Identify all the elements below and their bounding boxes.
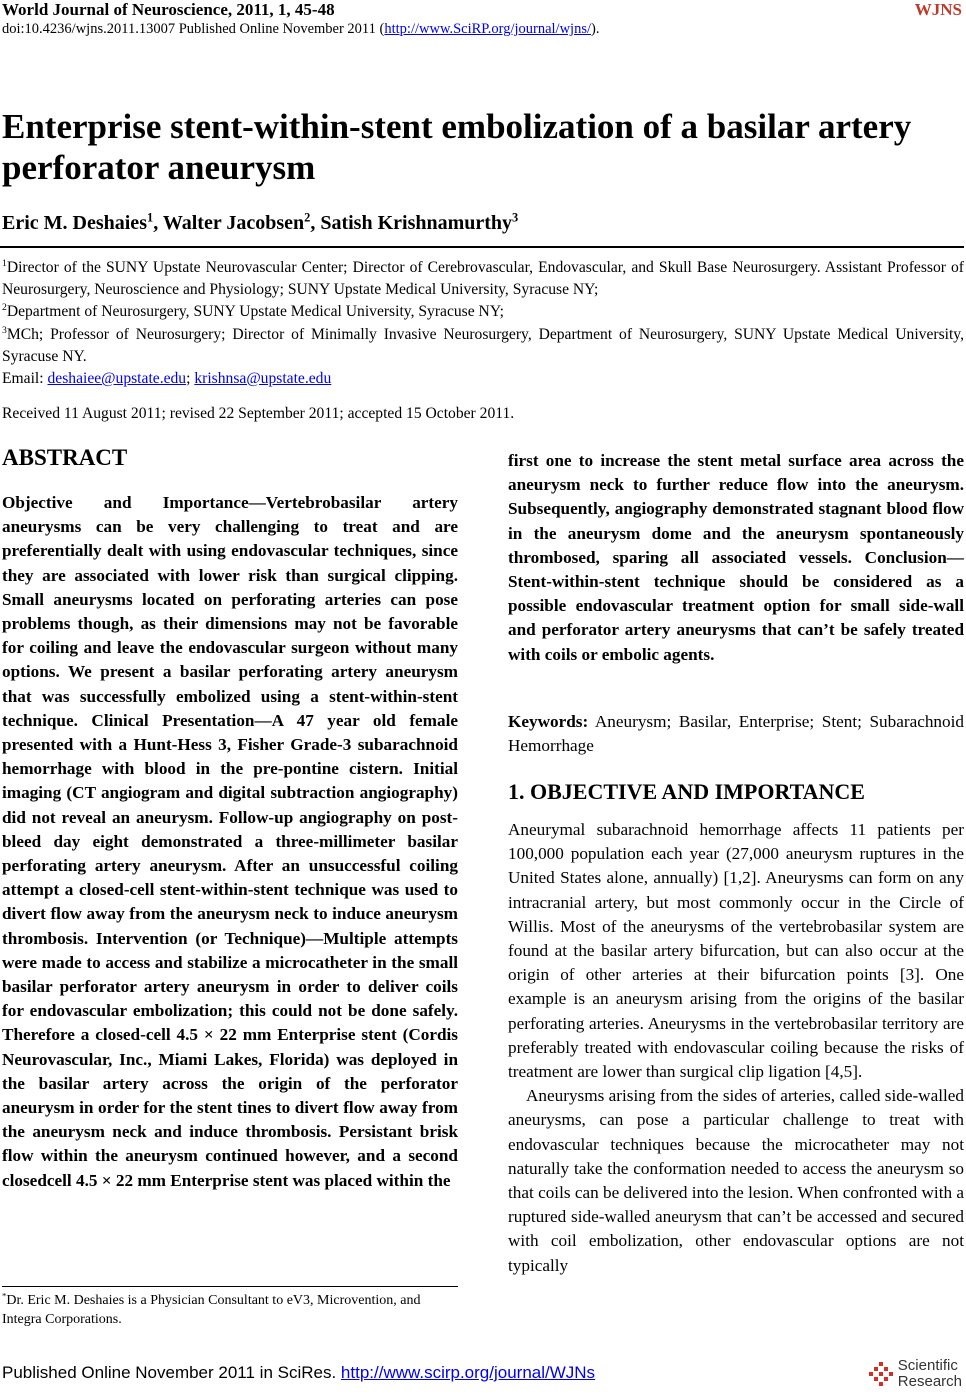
affiliation-sup: 1 bbox=[2, 257, 7, 269]
abstract-heading: ABSTRACT bbox=[2, 445, 128, 470]
paragraph: Aneurysms arising from the sides of arteries, called side-walled aneurysms, can pose a particular challenge to treat with endovascular techniques because the microcatheter may not naturally take the conformation needed to access the aneurysm so that coils can be delivered into the lesion. When confronted with a ruptured side-walled aneurysm that can’t be accessed and secured with coil embolization, other endovascular options are not typically bbox=[508, 1086, 964, 1275]
section-heading: 1. OBJECTIVE AND IMPORTANCE bbox=[508, 779, 865, 804]
doi-line bbox=[2, 21, 599, 38]
footer-link[interactable]: http://www.scirp.org/journal/WJNs bbox=[340, 1363, 596, 1382]
affiliation-text: Department of Neurosurgery, SUNY Upstate Medical University, Syracuse NY; bbox=[6, 303, 504, 321]
affiliation-text: MCh; Professor of Neurosurgery; Director of Minimally Invasive Neurosurgery, Department of Neurosurgery, SUNY Upstate Medical University, Syracuse NY. bbox=[2, 325, 964, 365]
page-footer bbox=[2, 1363, 595, 1383]
journal-link[interactable]: http://www.SciRP.org/journal/wjns/ bbox=[384, 21, 591, 37]
footnote-text: Dr. Eric M. Deshaies is a Physician Consultant to eV3, Microvention, and Integra Corporations. bbox=[2, 1293, 421, 1327]
author-sup: 3 bbox=[512, 210, 519, 225]
email-link[interactable]: krishnsa@upstate.edu bbox=[194, 370, 332, 388]
email-link[interactable]: deshaiee@upstate.edu bbox=[47, 370, 187, 388]
header-divider bbox=[0, 246, 964, 248]
abstract-text-right: first one to increase the stent metal surface area across the aneurysm neck to further reduce flow into the aneurysm. Subsequently, angiography demonstrated stagnant blood flow in the aneurysm dome and the aneurysm spontaneously thrombosed, sparing all associated vessels. Conclusion—Stent-within-stent technique should be considered as a possible endovascular treatment option for small side-wall and perforator artery aneurysms that can’t be safely treated with coils or embolic agents. bbox=[508, 451, 964, 664]
author-name: Satish Krishnamurthy bbox=[320, 212, 513, 234]
section-body bbox=[508, 818, 964, 1278]
author-name: Eric M. Deshaies bbox=[2, 212, 147, 234]
affiliation-1 bbox=[2, 257, 964, 301]
affiliation-sup: 2 bbox=[2, 302, 7, 314]
affiliation-text: Director of the SUNY Upstate Neurovascular Center; Director of Cerebrovascular, Endovascular, and Skull Base Neurosurgery. Assistant Professor of Neurosurgery, Neuroscience and Physiology; SUNY Upstate Medical University, Syracuse NY; bbox=[2, 259, 964, 299]
logo-line: Scientific bbox=[897, 1357, 958, 1374]
received-dates: Received 11 August 2011; revised 22 September 2011; accepted 15 October 2011. bbox=[2, 405, 515, 422]
keywords bbox=[508, 710, 964, 758]
journal-abbreviation: WJNS bbox=[914, 0, 962, 19]
abstract-text-left: Objective and Importance—Vertebrobasilar artery aneurysms can be very challenging to treat and are preferentially dealt with using endovascular techniques, since they are associated with lower risk than surgical clipping. Small aneurysms located on perforating arteries can pose problems though, as their dimensions may not be favorable for coiling and leave the endovascular surgeon without many options. We present a basilar perforating artery aneurysm that was successfully embolized using a stent-within-stent technique. Clinical Presentation—A 47 year old female presented with a Hunt-Hess 3, Fisher Grade-3 subarachnoid hemorrhage with blood in the pre-pontine cistern. Initial imaging (CT angiogram and digital subtraction angiography) did not reveal an aneurysm. Follow-up angiography on post-bleed day eight demonstrated a three-millimeter basilar perforating artery aneurysm. After an unsuccessful coiling attempt a closed-cell stent-within-stent technique was used to divert flow away from the aneurysm neck to induce aneurysm thrombosis. Intervention (or Technique)—Multiple attempts were made to access and stabilize a microcatheter in the small basilar perforator artery aneurysm in order to deliver coils for endovascular embolization; this could not be done safely. Therefore a closed-cell 4.5 × 22 mm Enterprise stent (Cordis Neurovascular, Inc., Miami Lakes, Florida) was deployed in the basilar artery across the origin of the perforator aneurysm in order for the stent tines to divert flow away from the aneurysm neck and induce thrombosis. Persistant brisk flow within the aneurysm continued however, and a second closedcell 4.5 × 22 mm Enterprise stent was placed within the bbox=[2, 493, 458, 1190]
footnote bbox=[2, 1291, 458, 1329]
logo-line: Research bbox=[897, 1373, 962, 1390]
doi-suffix: ). bbox=[591, 21, 600, 37]
email-line bbox=[2, 368, 964, 390]
journal-header: World Journal of Neuroscience, 2011, 1, 45-48 bbox=[2, 0, 335, 19]
logo-text bbox=[898, 1358, 962, 1390]
affiliation-sup: 3 bbox=[2, 324, 7, 336]
author-sup: 1 bbox=[146, 210, 154, 225]
logo-mark-icon bbox=[868, 1361, 894, 1387]
affiliation-3 bbox=[2, 324, 964, 368]
paragraph: Aneurymal subarachnoid hemorrhage affects 11 patients per 100,000 population each year (27,000 aneurysm ruptures in the United States alone, annually) [1,2]. Aneurysms can form on any intracranial artery, but most commonly occur in the Circle of Willis. Most of the aneurysms of the vertebrobasilar system are found at the basilar artery bifurcation, but can also occur at the origin of other arteries at their bifurcation points [3]. One example is an aneurysm arising from the origins of the basilar perforating arteries. Aneurysms in the vertebrobasilar territory are preferably treated with endovascular coiling because the risks of treatment are lower than surgical clip ligation [4,5]. bbox=[508, 820, 964, 1082]
scientific-research-logo bbox=[868, 1358, 962, 1390]
author-name: Walter Jacobsen bbox=[162, 212, 305, 234]
affiliation-2 bbox=[2, 301, 964, 323]
footnote-sup: * bbox=[2, 1290, 7, 1301]
footer-text: Published Online November 2011 in SciRes. bbox=[2, 1363, 341, 1382]
footnote-divider bbox=[2, 1286, 458, 1287]
keywords-list: Aneurysm; Basilar, Enterprise; Stent; Subarachnoid Hemorrhage bbox=[508, 712, 964, 756]
email-separator: ; bbox=[186, 370, 195, 388]
doi-prefix: doi:10.4236/wjns.2011.13007 Published Online November 2011 ( bbox=[2, 21, 385, 37]
author-sup: 2 bbox=[304, 210, 311, 225]
paper-title: Enterprise stent-within-stent embolization of a basilar artery perforator aneurysm bbox=[2, 107, 912, 187]
author-list: Eric M. Deshaies$^1$, Walter Jacobsen$^2$, Satish Krishnamurthy$^3$ bbox=[2, 210, 519, 234]
affiliations bbox=[2, 257, 964, 390]
keywords-label: Keywords: bbox=[508, 712, 589, 731]
email-label: Email: bbox=[2, 370, 48, 388]
